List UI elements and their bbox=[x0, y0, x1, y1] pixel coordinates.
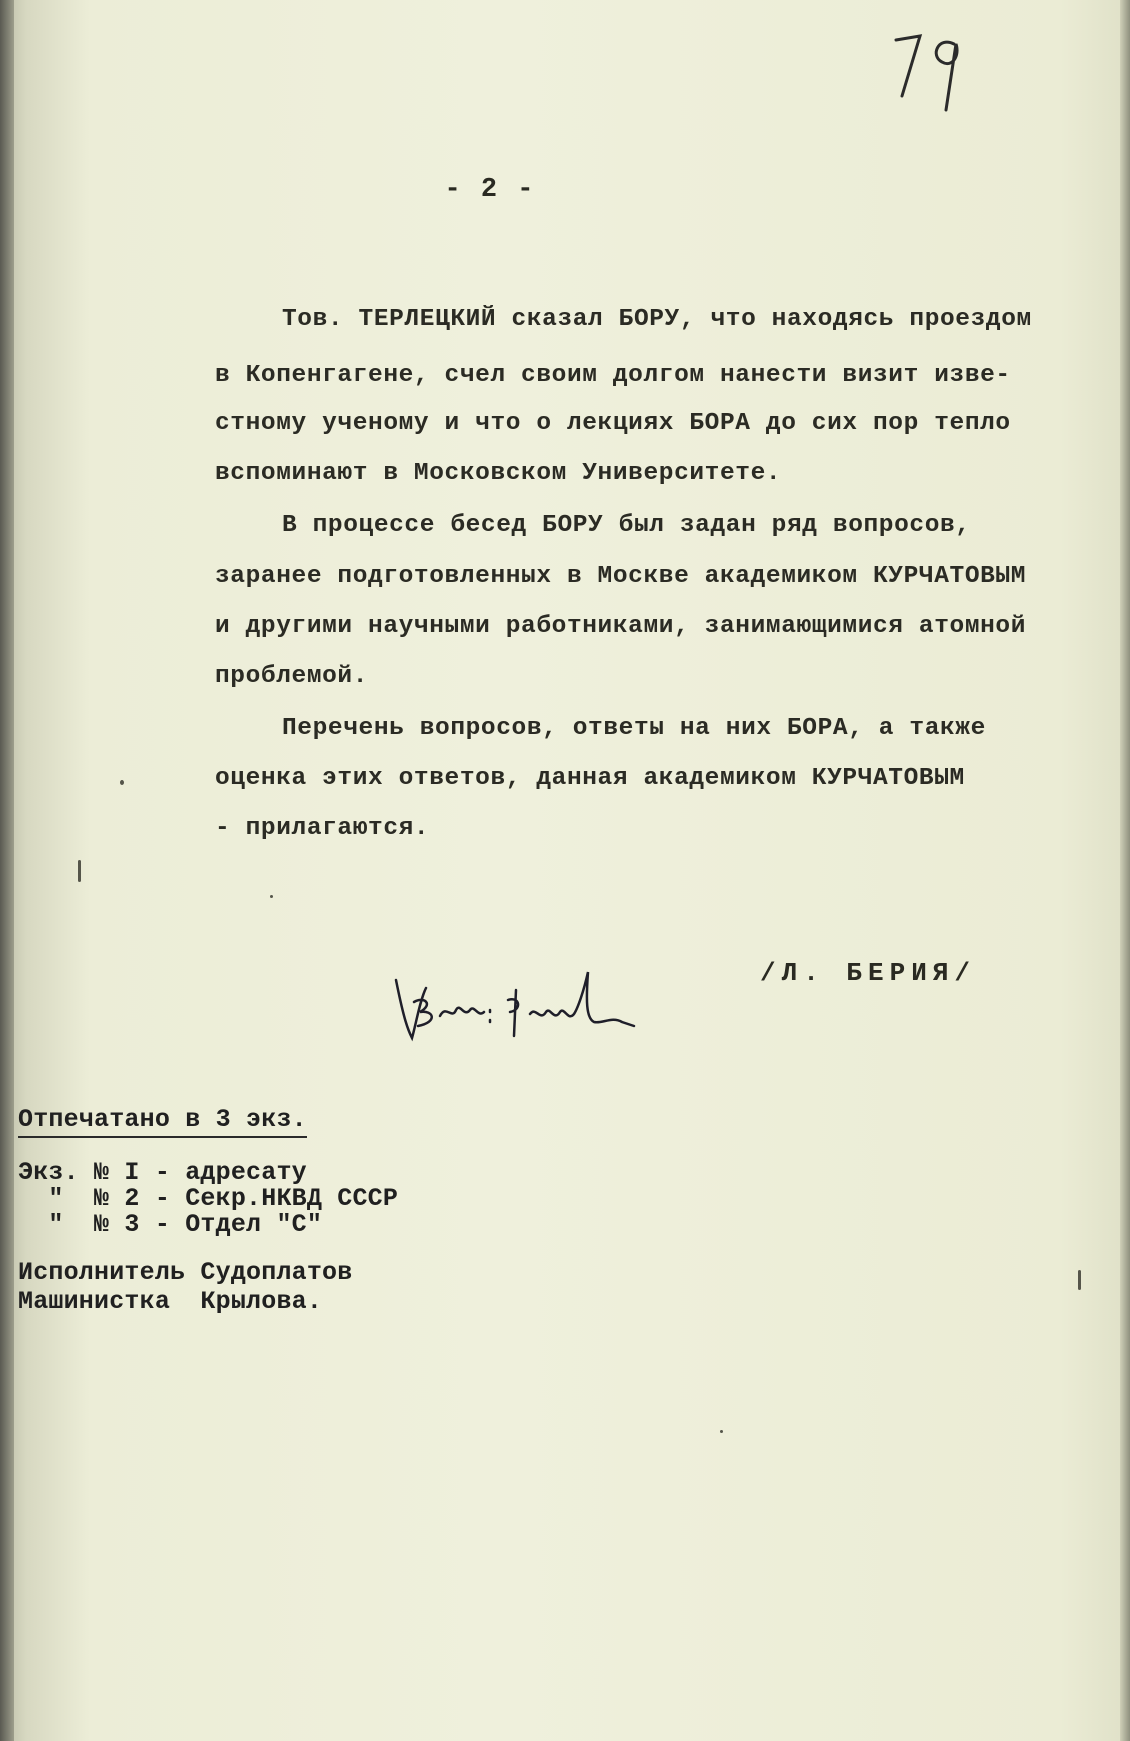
paragraph-1-line-1: Тов. ТЕРЛЕЦКИЙ сказал БОРУ, что находясь проездом bbox=[282, 306, 1032, 333]
typed-signature: /Л. БЕРИЯ/ bbox=[760, 958, 977, 988]
scan-mark bbox=[78, 860, 81, 882]
handwritten-signature bbox=[390, 960, 650, 1070]
paragraph-1-line-4: вспоминают в Московском Университете. bbox=[215, 460, 782, 487]
copy-line-3: " № 3 - Отдел "С" bbox=[18, 1210, 323, 1239]
copies-printed-heading bbox=[18, 1105, 307, 1134]
typist-line: Машинистка Крылова. bbox=[18, 1287, 323, 1316]
paragraph-1-line-2: в Копенгагене, счел своим долгом нанести визит изве- bbox=[215, 362, 1011, 389]
scan-speck bbox=[270, 895, 273, 898]
copies-printed-text: Отпечатано в 3 экз. bbox=[18, 1105, 307, 1138]
copy-line-2: " № 2 - Секр.НКВД СССР bbox=[18, 1184, 399, 1213]
paragraph-1-line-3: стному ученому и что о лекциях БОРА до сих пор тепло bbox=[215, 410, 1011, 437]
handwritten-folio-number bbox=[890, 22, 970, 112]
page-shadow-left bbox=[0, 0, 14, 1741]
paragraph-3-line-1: Перечень вопросов, ответы на них БОРА, а также bbox=[282, 715, 986, 742]
page-shadow-right bbox=[1120, 0, 1130, 1741]
paragraph-2-line-3: и другими научными работниками, занимающимися атомной bbox=[215, 613, 1027, 640]
copy-line-1: Экз. № I - адресату bbox=[18, 1158, 307, 1187]
executor-line: Исполнитель Судоплатов bbox=[18, 1258, 353, 1287]
paragraph-2-line-2: заранее подготовленных в Москве академиком КУРЧАТОВЫМ bbox=[215, 563, 1027, 590]
paragraph-2-line-1: В процессе бесед БОРУ был задан ряд вопросов, bbox=[282, 512, 971, 539]
paragraph-2-line-4: проблемой. bbox=[215, 663, 369, 690]
scan-speck bbox=[720, 1430, 723, 1433]
scan-speck bbox=[120, 780, 124, 785]
page-number: - 2 - bbox=[444, 175, 536, 205]
paragraph-3-line-3: - прилагаются. bbox=[215, 815, 430, 842]
paragraph-3-line-2: оценка этих ответов, данная академиком КУРЧАТОВЫМ bbox=[215, 765, 965, 792]
scan-mark bbox=[1078, 1270, 1081, 1290]
